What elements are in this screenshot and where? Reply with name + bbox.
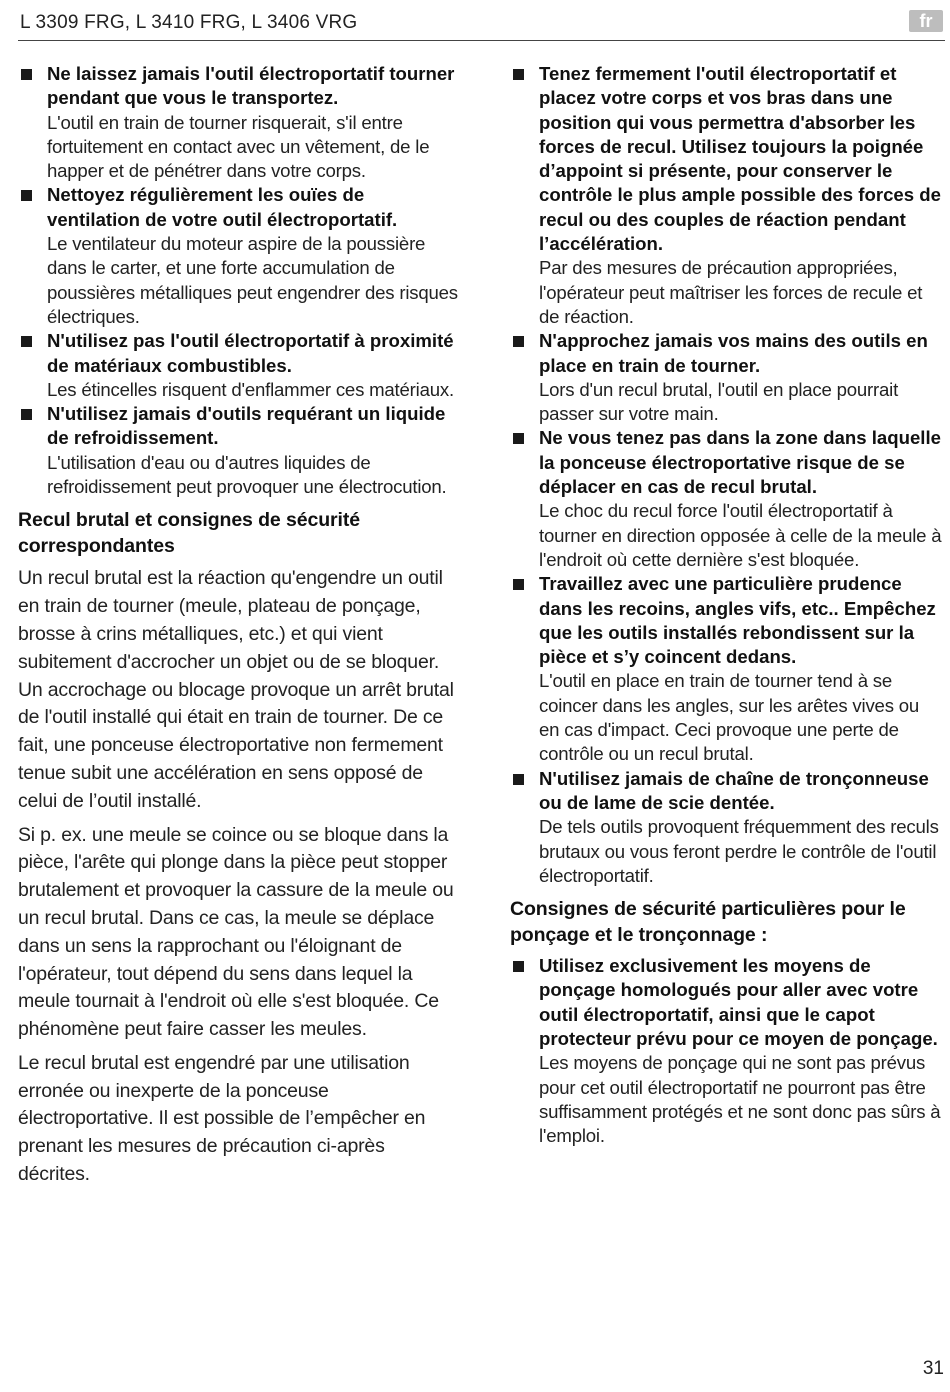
square-bullet-icon — [513, 433, 524, 444]
item-body: L'utilisation d'eau ou d'autres liquides de refroidissement peut provoquer une électrocution. — [47, 451, 447, 498]
list-item — [510, 329, 942, 426]
square-bullet-icon — [513, 69, 524, 80]
language-badge: fr — [909, 10, 943, 32]
paragraph: Un recul brutal est la réaction qu'engendre un outil en train de tourner (meule, plateau de ponçage, brosse à crins métalliques, etc.) et qui vient subitement d'accrocher un objet ou de se bloquer. Un accrochage ou blocage provoque un arrêt brutal de l'outil installé qui était en train de tourner. De ce fait, une ponceuse électroportative non fermement tenue subit une accélération en sens opposé de celui de l’outil installé. — [18, 567, 454, 812]
list-item — [510, 572, 942, 766]
square-bullet-icon — [21, 336, 32, 347]
page-header — [18, 10, 945, 41]
item-title: Utilisez exclusivement les moyens de ponçage homologués pour aller avec votre outil électroportatif, ainsi que le capot protecteur prévu pour ce moyen de ponçage. — [539, 955, 938, 1049]
item-body: L'outil en train de tourner risquerait, s'il entre fortuitement en contact avec un vêtement, de le happer et de pénétrer dans votre corps. — [47, 111, 430, 182]
list-item — [18, 183, 458, 329]
square-bullet-icon — [513, 961, 524, 972]
section-heading: Consignes de sécurité particulières pour le ponçage et le tronçonnage : — [510, 898, 906, 947]
paragraph: Le recul brutal est engendré par une utilisation erronée ou inexperte de la ponceuse électroportative. Il est possible de l’empêcher en prenant les mesures de précaution ci-après décrites. — [18, 1051, 426, 1186]
item-body: Par des mesures de précaution appropriées, l'opérateur peut maîtriser les forces de recule et de réaction. — [539, 257, 923, 327]
item-title: N'utilisez jamais d'outils requérant un liquide de refroidissement. — [47, 403, 446, 449]
item-body: De tels outils provoquent fréquemment des reculs brutaux ou vous feront perdre le contrôle de l'outil électroportatif. — [539, 816, 939, 886]
item-body: Les moyens de ponçage qui ne sont pas prévus pour cet outil électroportatif ne pourront pas être suffisamment protégés et ne sont donc pas sûrs à l'emploi. — [539, 1052, 941, 1147]
list-item — [510, 767, 942, 888]
item-title: Ne vous tenez pas dans la zone dans laquelle la ponceuse électroportative risque de se déplacer en cas de recul brutal. — [539, 427, 941, 498]
list-item — [510, 62, 942, 329]
item-body: Lors d'un recul brutal, l'outil en place pourrait passer sur votre main. — [539, 378, 899, 425]
square-bullet-icon — [513, 336, 524, 347]
item-body: Le ventilateur du moteur aspire de la poussière dans le carter, et une forte accumulation de poussières métalliques peut engendrer des risques électriques. — [47, 233, 458, 327]
section-heading: Recul brutal et consignes de sécurité correspondantes — [18, 509, 360, 558]
page-number: 31 — [922, 1358, 944, 1379]
item-title: N'utilisez jamais de chaîne de tronçonneuse ou de lame de scie dentée. — [539, 767, 929, 813]
item-body: L'outil en place en train de tourner tend à se coincer dans les angles, sur les arêtes vives ou en cas d'impact. Ceci provoque une perte de contrôle ou un recul brutal. — [539, 670, 920, 765]
square-bullet-icon — [21, 409, 32, 420]
square-bullet-icon — [21, 190, 32, 201]
item-title: Ne laissez jamais l'outil électroportatif tourner pendant que vous le transportez. — [47, 63, 455, 109]
paragraph: Si p. ex. une meule se coince ou se bloque dans la pièce, l'arête qui plonge dans la pièce peut stopper brutalement et provoquer la cassure de la meule ou un recul brutal. Dans ce cas, la meule se déplace dans un sens la rapprochant ou l'éloignant de l'opérateur, tout dépend du sens dans lequel la meule tournait à l'endroit où elle s'est bloquée. Ce phénomène peut faire casser les meules. — [18, 823, 454, 1041]
item-title: N'approchez jamais vos mains des outils en place en train de tourner. — [539, 330, 928, 376]
list-item — [18, 329, 458, 402]
item-body: Le choc du recul force l'outil électroportatif à tourner en direction opposée à celle de la meule à l'endroit où cette dernière s'est bloquée. — [539, 500, 942, 570]
list-item — [510, 954, 942, 1148]
list-item — [18, 402, 458, 499]
list-item — [18, 62, 458, 183]
square-bullet-icon — [21, 69, 32, 80]
item-title: Tenez fermement l'outil électroportatif et placez votre corps et vos bras dans une position qui vous permettra d'absorber les forces de recul. Utilisez toujours la poignée d’appoint si présente, pour conserver le contrôle le plus ample possible des forces de recul ou des couples de réaction pendant l’accélération. — [539, 63, 941, 255]
item-title: Nettoyez régulièrement les ouïes de ventilation de votre outil électroportatif. — [47, 184, 398, 230]
left-column — [18, 62, 458, 1195]
square-bullet-icon — [513, 579, 524, 590]
right-column — [510, 62, 942, 1148]
item-title: N'utilisez pas l'outil électroportatif à proximité de matériaux combustibles. — [47, 330, 454, 376]
item-title: Travaillez avec une particulière prudence dans les recoins, angles vifs, etc.. Empêchez que les outils installés rebondissent sur la pièce et s’y coincent dedans. — [539, 573, 936, 668]
square-bullet-icon — [513, 774, 524, 785]
list-item — [510, 426, 942, 572]
document-title: L 3309 FRG, L 3410 FRG, L 3406 VRG — [20, 12, 358, 33]
item-body: Les étincelles risquent d'enflammer ces matériaux. — [47, 378, 454, 400]
